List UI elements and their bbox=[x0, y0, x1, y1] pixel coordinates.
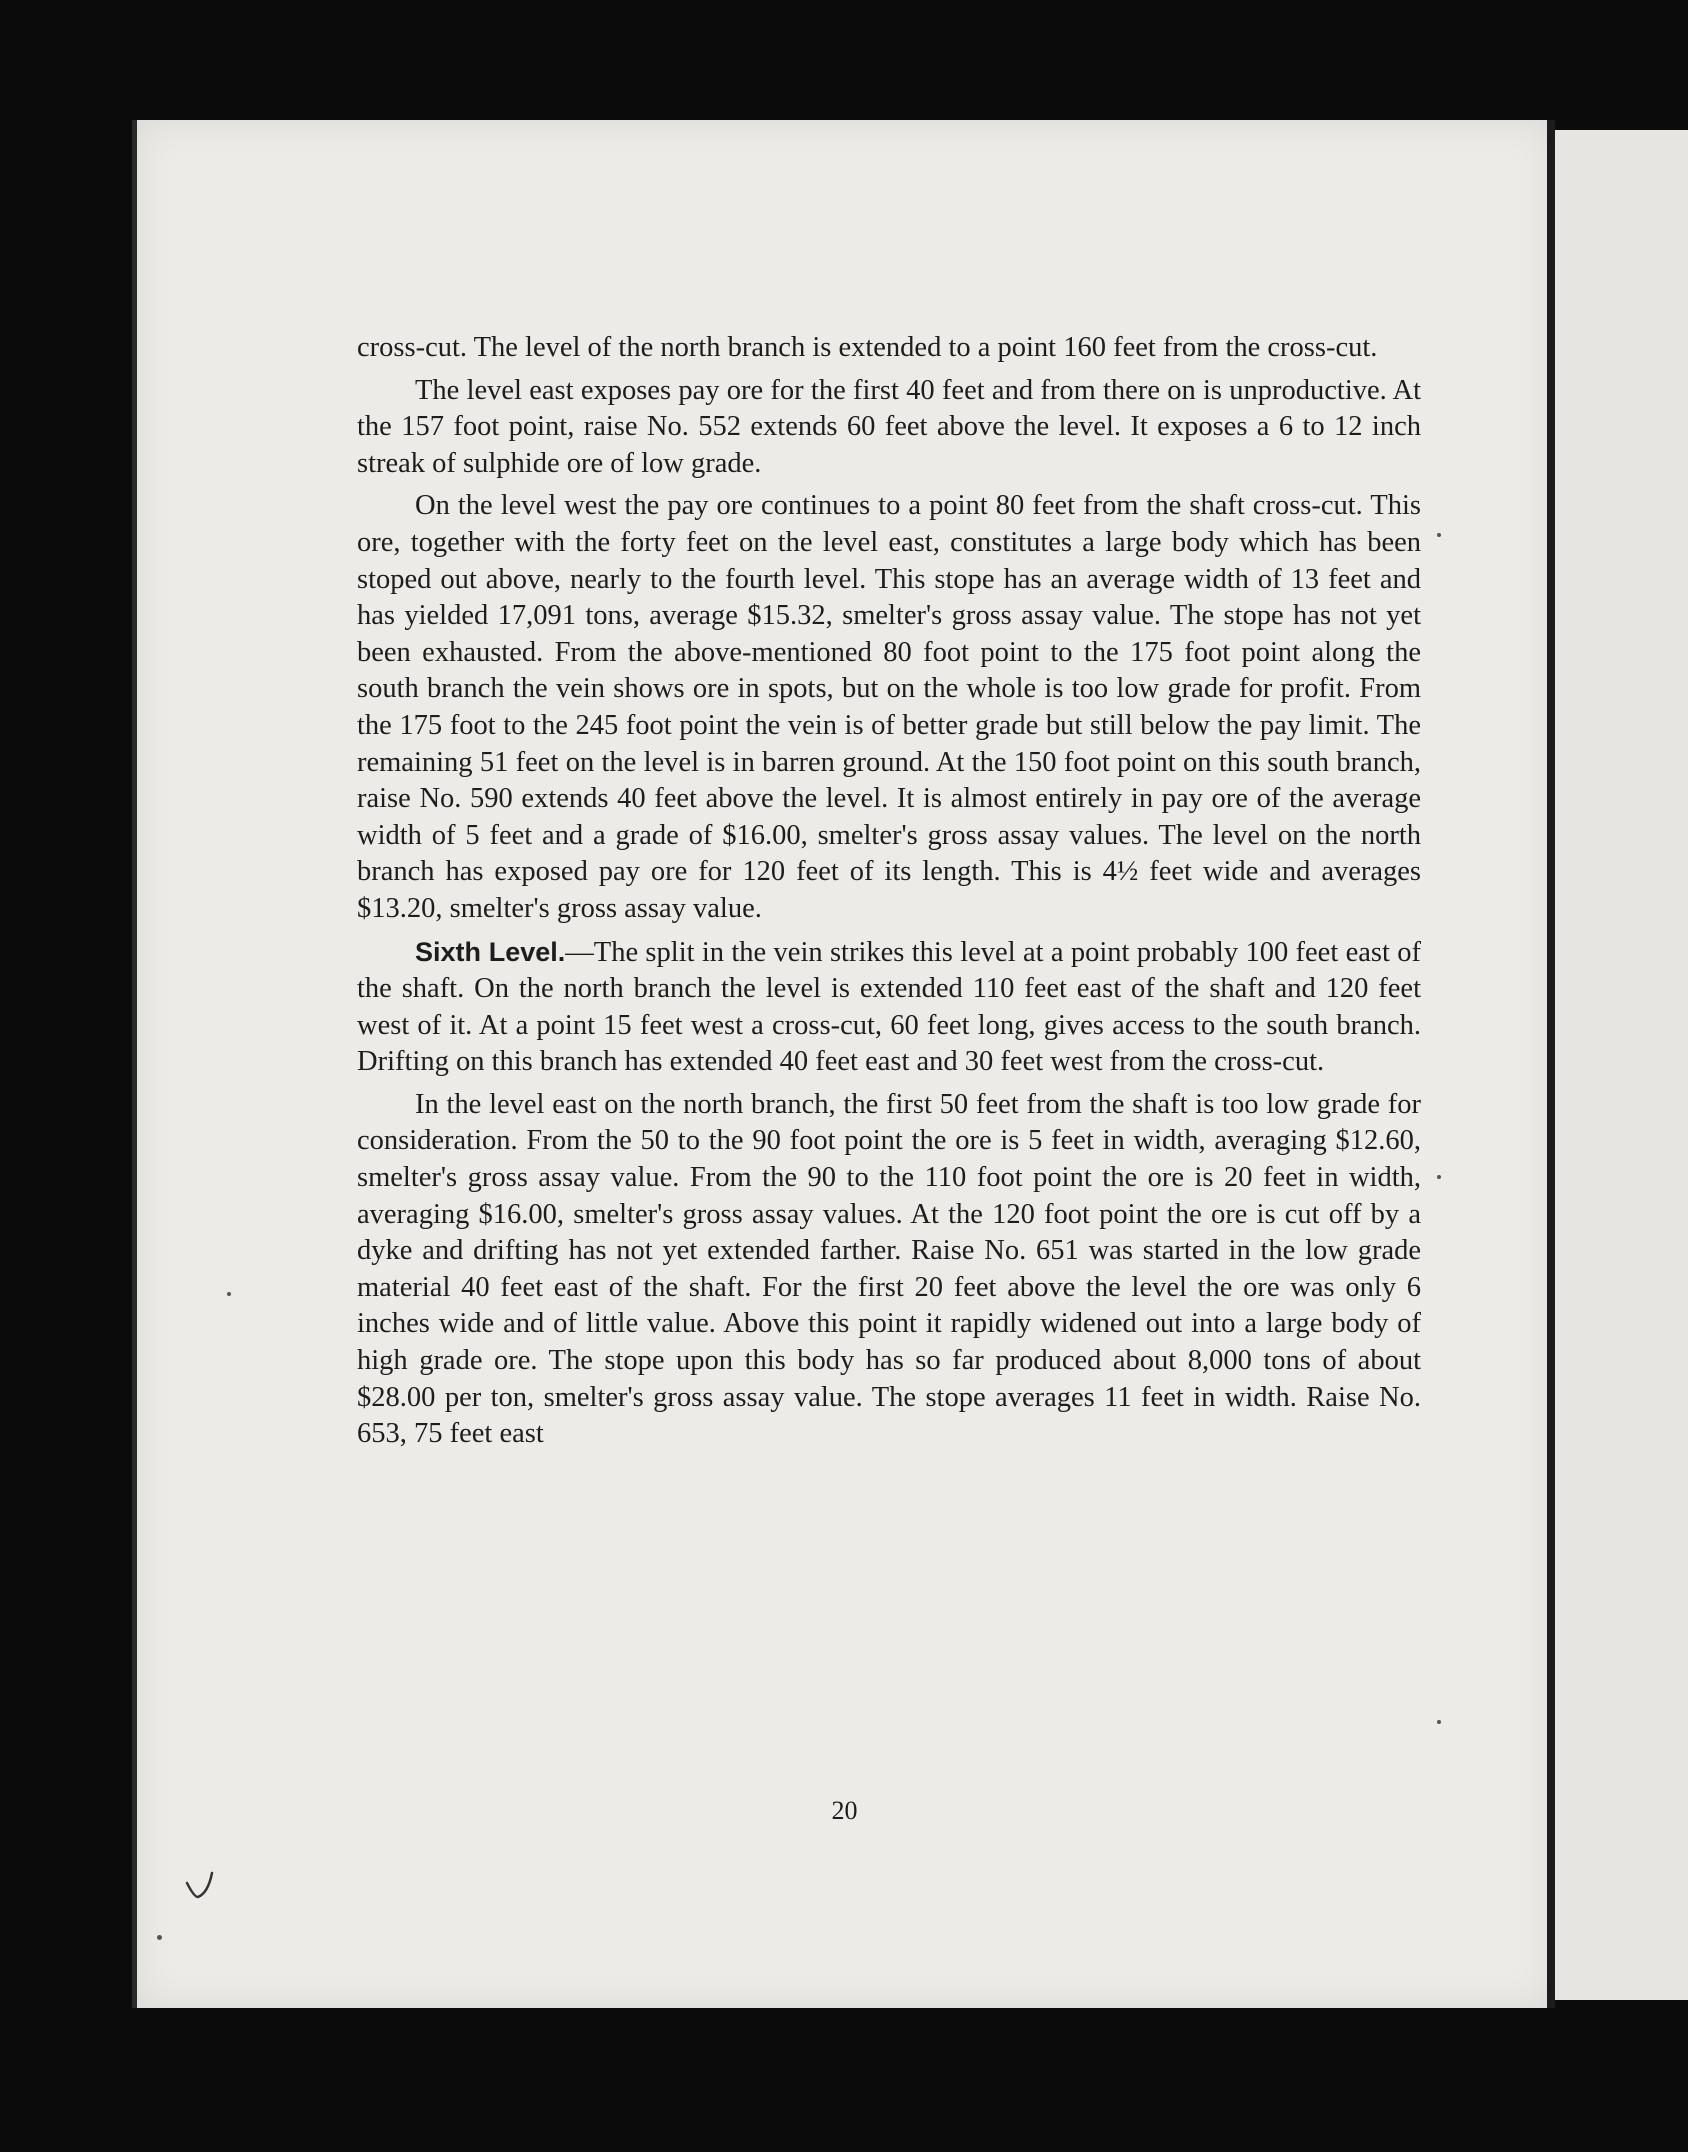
speck bbox=[1437, 1175, 1441, 1179]
paragraph-2: The level east exposes pay ore for the first 40 feet and from there on is unproductive. At the 157 foot point, raise No. 552 extends 60 feet above the level. It exposes a 6 to 12 inch streak of sulphide ore of low grade. bbox=[357, 374, 1421, 479]
page-edge bbox=[1547, 120, 1555, 2008]
page-number: 20 bbox=[831, 1796, 858, 1825]
paragraph-5: In the level east on the north branch, the first 50 feet from the shaft is too low grade for consideration. From the 50 to the 90 foot point the ore is 5 feet in width, averaging $12.60, smelter's gross assay value. From the 90 to the 110 foot point the ore is 20 feet in width, averaging $16.00, smelter's gross assay values. At the 120 foot point the ore is cut off by a dyke and drifting has not yet extended farther. Raise No. 651 was started in the low grade material 40 feet east of the shaft. For the first 20 feet above the level the ore was only 6 inches wide and of little value. Above this point it rapidly widened out into a large body of high grade ore. The stope upon this body has so far produced about 8,000 tons of about $28.00 per ton, smelter's gross assay value. The stope averages 11 feet in width. Raise No. 653, 75 feet east bbox=[357, 1088, 1421, 1450]
paragraph-3: On the level west the pay ore continues to a point 80 feet from the shaft cross-cut. This ore, together with the forty feet on the level east, constitutes a large body which has been stoped out above, nearly to the fourth level. This stope has an average width of 13 feet and has yielded 17,091 tons, average $15.32, smelter's gross assay value. The stope has not yet been exhausted. From the above-mentioned 80 foot point to the 175 foot point along the south branch the vein shows ore in spots, but on the whole is too low grade for profit. From the 175 foot to the 245 foot point the vein is of better grade but still below the pay limit. The remaining 51 feet on the level is in barren ground. At the 150 foot point on this south branch, raise No. 590 extends 40 feet above the level. It is almost entirely in pay ore of the average width of 5 feet and a grade of $16.00, smelter's gross assay values. The level on the north branch has exposed pay ore for 120 feet of its length. This is 4½ feet wide and averages $13.20, smelter's gross assay value. bbox=[357, 490, 1421, 924]
paragraph-1: cross-cut. The level of the north branch is extended to a point 160 feet from the cross-cut. bbox=[357, 332, 1378, 363]
sixth-level-text: —The split in the vein strikes this level at a point probably 100 feet east of the shaft. On the north branch the level is extended 110 feet east of the shaft and 120 feet west of it. At a point 15 feet west a cross-cut, 60 feet long, gives access to the south branch. Drifting on this branch has extended 40 feet east and 30 feet west from the cross-cut. bbox=[357, 936, 1421, 1078]
adjacent-page bbox=[1555, 130, 1688, 2000]
paragraph-sixth-level bbox=[357, 934, 1421, 1081]
body-text bbox=[357, 330, 1421, 1459]
speck bbox=[227, 1292, 231, 1296]
speck bbox=[157, 1935, 162, 1940]
section-heading-sixth-level: Sixth Level. bbox=[415, 936, 566, 967]
speck bbox=[1437, 533, 1441, 537]
document-page bbox=[132, 120, 1552, 2008]
pencil-check-mark bbox=[182, 1865, 222, 1905]
speck bbox=[1437, 1720, 1441, 1724]
